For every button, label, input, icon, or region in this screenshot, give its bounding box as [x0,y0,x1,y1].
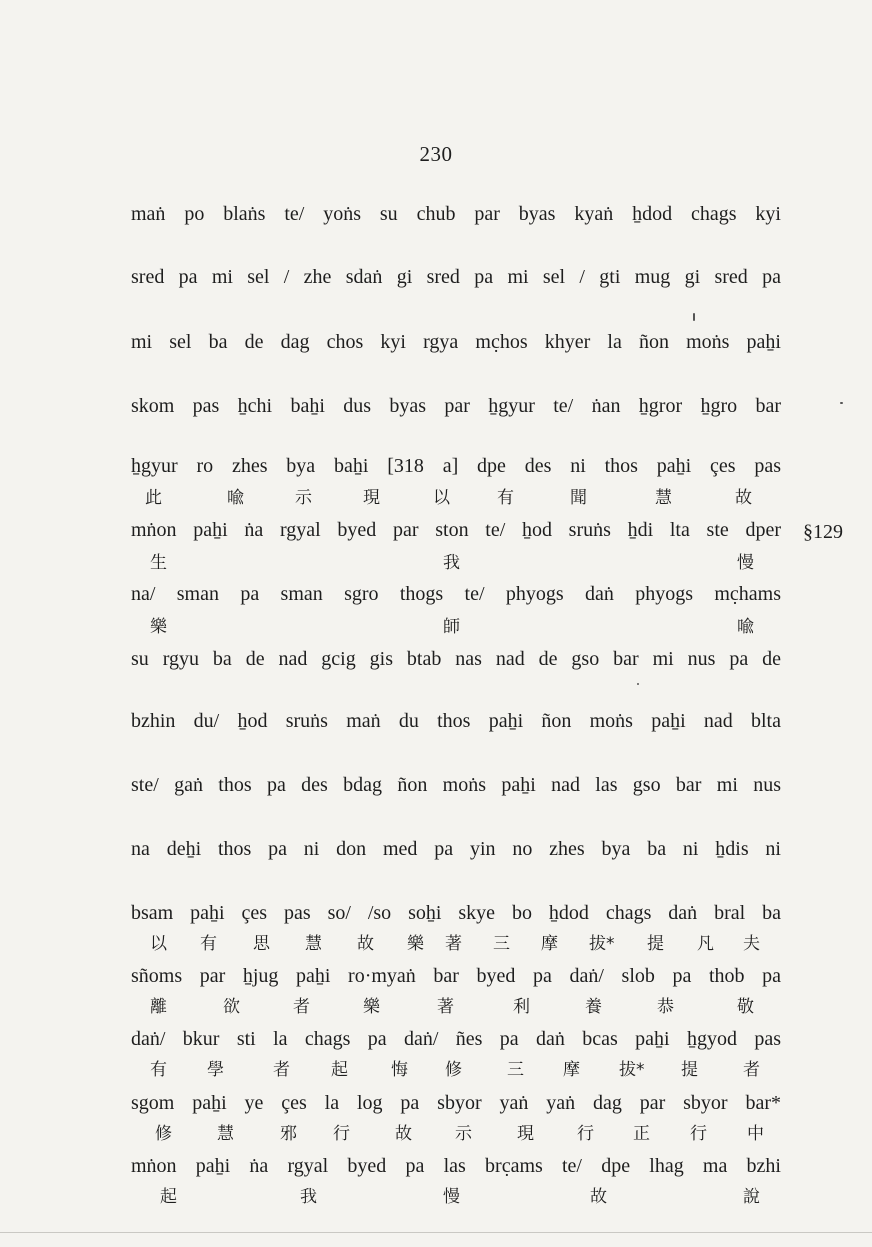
page-number: 230 [419,142,453,166]
gloss-char: 故 [395,1124,412,1144]
gloss-char: 中 [747,1124,764,1144]
gloss-char: 聞 [570,488,587,508]
scan-speck [693,313,695,321]
gloss-char: 養 [585,997,602,1017]
text-line: sñoms par ẖjug paẖi ro·myaṅ bar byed pa daṅ/ slob pa thob pa [131,965,781,987]
gloss-char: 故 [735,488,752,508]
gloss-char: 有 [200,934,217,954]
gloss-char: 拔* [619,1060,645,1080]
gloss-char: 者 [293,997,310,1017]
gloss-char: 故 [357,934,374,954]
scan-speck [840,402,843,404]
gloss-char: 欲 [223,997,240,1017]
gloss-char: 以 [150,934,167,954]
gloss-char: 生 [150,553,167,573]
gloss-char: 故 [590,1187,607,1207]
gloss-char: 離 [150,997,167,1017]
gloss-char: 敬 [737,997,754,1017]
gloss-char: 現 [363,488,380,508]
gloss-char: 有 [497,488,514,508]
gloss-char: 起 [160,1187,177,1207]
gloss-char: 思 [253,934,270,954]
gloss-char: 慢 [443,1187,460,1207]
gloss-char: 三 [493,934,510,954]
gloss-char: 行 [690,1124,707,1144]
text-line: mi sel ba de dag chos kyi rgya mc̣hos khyer la ñon moṅs paẖi [131,331,781,353]
gloss-char: 慧 [655,488,672,508]
gloss-char: 摩 [541,934,558,954]
text-line: su rgyu ba de nad gcig gis btab nas nad de gso bar mi nus pa de [131,648,781,670]
text-line: sred pa mi sel / zhe sdaṅ gi sred pa mi sel / gti mug gi sred pa [131,266,781,288]
gloss-char: 我 [443,553,460,573]
text-line: maṅ po blaṅs te/ yoṅs su chub par byas kyaṅ ẖdod chags kyi [131,203,781,225]
gloss-char: 慧 [217,1124,234,1144]
gloss-char: 提 [647,934,664,954]
gloss-char: 行 [333,1124,350,1144]
text-line: sgom paẖi ye çes la log pa sbyor yaṅ yaṅ dag par sbyor bar* [131,1092,781,1114]
gloss-char: 修 [445,1060,462,1080]
gloss-char: 現 [517,1124,534,1144]
text-line: daṅ/ bkur sti la chags pa daṅ/ ñes pa daṅ bcas paẖi ẖgyod pas [131,1028,781,1050]
gloss-char: 夫 [743,934,760,954]
page-bottom-edge [0,1232,872,1233]
gloss-char: 摩 [563,1060,580,1080]
text-line: bsam paẖi çes pas so/ /so soẖi skye bo ẖdod chags daṅ bral ba [131,902,781,924]
gloss-char: 學 [207,1060,224,1080]
gloss-char: 我 [300,1187,317,1207]
section-margin-note: §129 [803,521,843,543]
gloss-char: 起 [331,1060,348,1080]
text-line: ẖgyur ro zhes bya baẖi [318 a] dpe des ni thos paẖi çes pas [131,455,781,477]
gloss-char: 利 [513,997,530,1017]
gloss-char: 以 [433,488,450,508]
gloss-char: 師 [443,617,460,637]
gloss-char: 此 [145,488,162,508]
gloss-char: 慢 [737,553,754,573]
gloss-char: 邪 [280,1124,297,1144]
text-line: skom pas ẖchi baẖi dus byas par ẖgyur te/ ṅan ẖgror ẖgro bar [131,395,781,417]
gloss-char: 拔* [589,934,615,954]
gloss-char: 樂 [150,617,167,637]
text-line: bzhin du/ ẖod sruṅs maṅ du thos paẖi ñon moṅs paẖi nad blta [131,710,781,732]
gloss-char: 示 [295,488,312,508]
text-line: mṅon paẖi ṅa rgyal byed par ston te/ ẖod sruṅs ẖdi lta ste dper [131,519,781,541]
gloss-char: 三 [507,1060,524,1080]
text-line: mṅon paẖi ṅa rgyal byed pa las brc̣ams te/ dpe lhag ma bzhi [131,1155,781,1177]
scan-speck [637,683,639,685]
gloss-char: 喩 [737,617,754,637]
gloss-char: 樂 [363,997,380,1017]
gloss-char: 說 [743,1187,760,1207]
text-line: na/ sman pa sman sgro thogs te/ phyogs daṅ phyogs mc̣hams [131,583,781,605]
gloss-char: 修 [155,1124,172,1144]
gloss-char: 有 [150,1060,167,1080]
gloss-char: 提 [681,1060,698,1080]
text-line: na deẖi thos pa ni don med pa yin no zhes bya ba ni ẖdis ni [131,838,781,860]
gloss-char: 者 [743,1060,760,1080]
gloss-char: 悔 [391,1060,408,1080]
gloss-char: 者 [273,1060,290,1080]
gloss-char: 喩 [227,488,244,508]
gloss-char: 樂 [407,934,424,954]
gloss-char: 正 [633,1124,650,1144]
gloss-char: 凡 [697,934,714,954]
gloss-char: 著 [445,934,462,954]
text-line: ste/ gaṅ thos pa des bdag ñon moṅs paẖi nad las gso bar mi nus [131,774,781,796]
gloss-char: 示 [455,1124,472,1144]
gloss-char: 行 [577,1124,594,1144]
gloss-char: 恭 [657,997,674,1017]
gloss-char: 著 [437,997,454,1017]
gloss-char: 慧 [305,934,322,954]
